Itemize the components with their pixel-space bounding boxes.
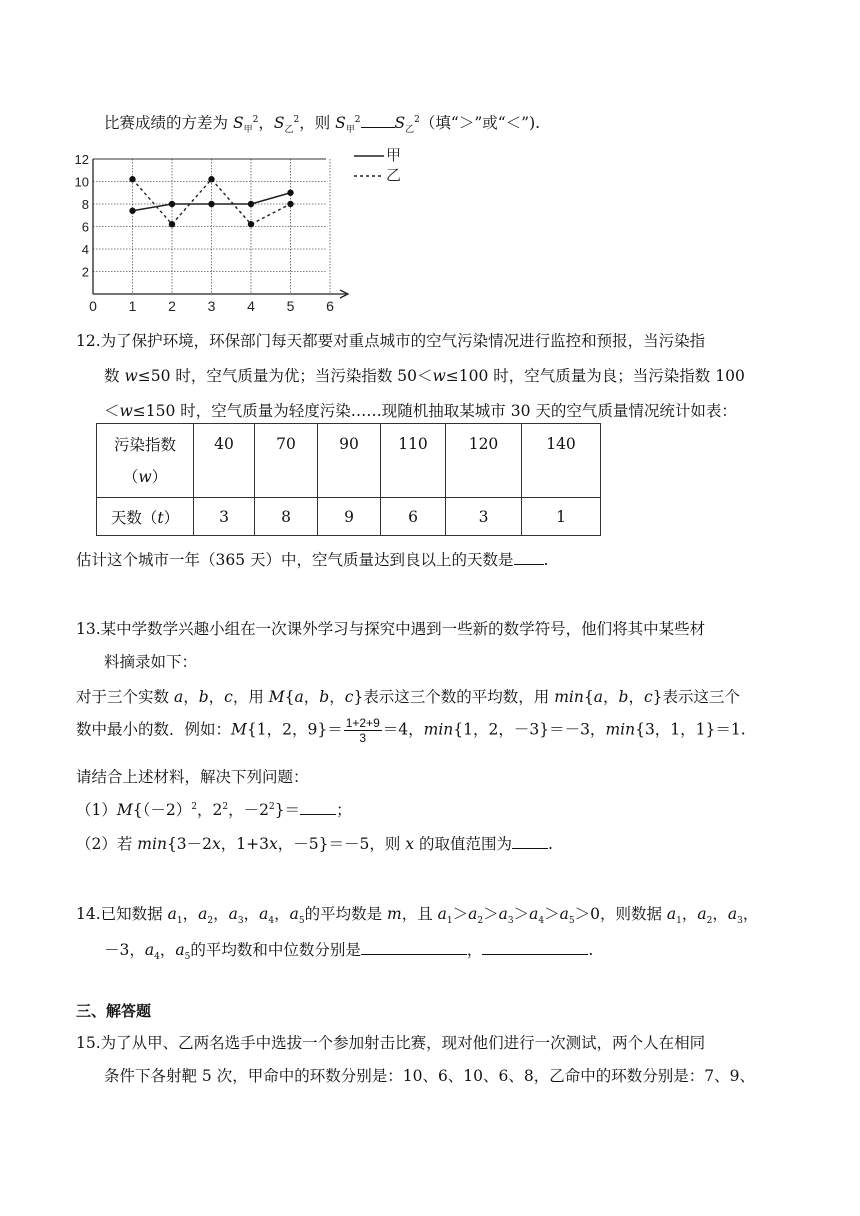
y-tick-label: 8 bbox=[81, 197, 89, 212]
fraction bbox=[344, 716, 382, 745]
var-c: c bbox=[643, 688, 653, 706]
y-tick-label: 2 bbox=[81, 264, 89, 280]
var-w: w bbox=[119, 402, 133, 420]
fraction-numerator: 1+2+9 bbox=[345, 716, 380, 730]
text: . bbox=[547, 835, 553, 853]
q13-sub1 bbox=[76, 798, 352, 820]
text: {1，2，9}＝ bbox=[246, 720, 343, 739]
table-cell: 70 bbox=[255, 424, 318, 498]
var-b: b bbox=[198, 688, 209, 706]
text: ＝4， bbox=[382, 720, 424, 739]
subscript: 5 bbox=[568, 916, 575, 927]
q11-line bbox=[104, 111, 540, 135]
q13-line1: 13.某中学数学兴趣小组在一次课外学习与探究中遇到一些新的数学符号，他们将其中某些材 bbox=[76, 620, 706, 638]
subscript: 5 bbox=[184, 952, 191, 963]
data-point bbox=[169, 221, 175, 227]
var-a: a bbox=[727, 905, 738, 923]
text: 天数（ bbox=[110, 508, 158, 527]
table-row bbox=[97, 498, 601, 536]
text: 的取值范围为 bbox=[414, 835, 512, 853]
q14-line1: 14.已知数据 $a_1$，$a_2$，$a_3$，$a_4$，$a_5$的平均数是 m，且 $a_1>a_2>a_3>a_4>a_5>0$，则数据 $a_1$，$a_2$，$a_3$， bbox=[76, 905, 759, 927]
q11-text-b: ，则 bbox=[299, 114, 336, 132]
s-var: S bbox=[232, 114, 244, 132]
text: （ bbox=[122, 467, 139, 486]
subscript: 2 bbox=[477, 916, 484, 927]
answer-blank[interactable] bbox=[300, 799, 336, 815]
var-a: a bbox=[259, 905, 269, 923]
table-cell: 90 bbox=[318, 424, 381, 498]
text: }表示这三个数的平均数，用 bbox=[353, 688, 555, 706]
var-M: M bbox=[116, 801, 133, 819]
table-cell: 9 bbox=[318, 498, 381, 536]
text: {1，2，－3}＝－3， bbox=[453, 720, 606, 739]
var-a: a bbox=[529, 905, 539, 923]
gt: ＞ bbox=[513, 905, 530, 923]
var-a: a bbox=[666, 905, 677, 923]
var-a: a bbox=[167, 905, 177, 923]
text: （2）若 bbox=[76, 835, 138, 853]
sup-2: 2 bbox=[191, 801, 197, 812]
var-a: a bbox=[468, 905, 478, 923]
table-cell: 8 bbox=[255, 498, 318, 536]
text: . bbox=[588, 941, 594, 959]
text: ， bbox=[628, 688, 644, 706]
text: { bbox=[583, 688, 594, 706]
subscript: 1 bbox=[446, 916, 453, 927]
text: ＜ bbox=[104, 402, 120, 420]
answer-blank[interactable] bbox=[361, 112, 395, 128]
var-a: a bbox=[593, 688, 603, 706]
var-a: a bbox=[294, 688, 304, 706]
q15-line1: 15.为了从甲、乙两名选手中选拔一个参加射击比赛，现对他们进行一次测试，两个人在相同 bbox=[76, 1034, 706, 1052]
answer-blank-median[interactable] bbox=[482, 939, 588, 955]
table-cell: 3 bbox=[194, 498, 255, 536]
data-point bbox=[129, 208, 135, 214]
var-w: w bbox=[124, 367, 138, 385]
sup-2: 2 bbox=[354, 114, 361, 125]
data-point bbox=[169, 201, 175, 207]
var-a: a bbox=[697, 905, 707, 923]
y-tick-label: 6 bbox=[81, 219, 89, 235]
data-point bbox=[248, 221, 254, 227]
gt: ＞ bbox=[544, 905, 560, 923]
sup-2: 2 bbox=[268, 801, 275, 812]
text: ，用 bbox=[232, 688, 269, 706]
text: ＞0，则数据 bbox=[574, 905, 667, 923]
sup-2: 2 bbox=[252, 114, 259, 125]
text: {3，1，1}＝1. bbox=[635, 720, 746, 739]
text: ，2 bbox=[196, 801, 223, 819]
q13-line5: 请结合上述材料，解决下列问题： bbox=[76, 768, 309, 786]
q13-line4 bbox=[76, 716, 746, 745]
text: ， bbox=[303, 688, 320, 706]
q11-text-c: （填“＞”或“＜”). bbox=[419, 114, 541, 132]
text: ，－2 bbox=[228, 801, 269, 819]
var-a: a bbox=[173, 688, 184, 706]
sup-2: 2 bbox=[222, 801, 229, 812]
text: （1） bbox=[76, 801, 117, 819]
text: . bbox=[543, 551, 549, 569]
var-a: a bbox=[559, 905, 569, 923]
var-a: a bbox=[289, 905, 299, 923]
text: ） bbox=[163, 508, 180, 527]
x-tick-label: 0 bbox=[89, 298, 97, 314]
text: ； bbox=[336, 801, 352, 819]
subscript: 2 bbox=[706, 916, 713, 927]
text: ， bbox=[603, 688, 619, 706]
text: ≤100 时，空气质量为良；当污染指数 100 bbox=[445, 367, 745, 385]
text: }＝ bbox=[274, 801, 301, 819]
table-cell: 40 bbox=[194, 424, 255, 498]
table-cell: 140 bbox=[522, 424, 601, 498]
s-var: S bbox=[394, 114, 406, 132]
table-cell: 1 bbox=[522, 498, 601, 536]
text: {3－2 bbox=[166, 835, 213, 853]
line-chart bbox=[76, 144, 416, 316]
func-min: min bbox=[137, 835, 167, 853]
q12-line1: 12.为了保护环境，环保部门每天都要对重点城市的空气污染情况进行监控和预报，当污染指 bbox=[76, 332, 706, 350]
s-var: S bbox=[335, 114, 346, 132]
x-tick-label: 3 bbox=[207, 298, 216, 314]
s-var: S bbox=[273, 114, 285, 132]
text: }表示这三个 bbox=[652, 688, 741, 706]
text: {（－2） bbox=[132, 801, 192, 819]
q12-question bbox=[76, 548, 548, 570]
data-point bbox=[129, 176, 135, 182]
text: 估计这个城市一年（365 天）中，空气质量达到良以上的天数是 bbox=[76, 551, 514, 569]
sub-jia: 甲 bbox=[243, 125, 253, 136]
sub-yi: 乙 bbox=[405, 125, 415, 136]
subscript: 5 bbox=[298, 916, 305, 927]
text: ， bbox=[329, 688, 345, 706]
legend-label: 乙 bbox=[386, 166, 402, 184]
text: 数中最小的数．例如： bbox=[76, 720, 232, 739]
y-tick-label: 4 bbox=[81, 242, 89, 257]
gt: ＞ bbox=[452, 905, 469, 923]
subscript: 1 bbox=[676, 916, 682, 927]
q14-line2: －3，$a_4$，$a_5$的平均数和中位数分别是 ， . bbox=[104, 941, 594, 963]
var-M: M bbox=[268, 688, 285, 706]
data-point bbox=[287, 190, 293, 196]
q12-line2 bbox=[104, 364, 745, 386]
data-point bbox=[208, 176, 214, 182]
text: { bbox=[284, 688, 295, 706]
var-M: M bbox=[231, 720, 247, 739]
pollution-table bbox=[96, 423, 601, 536]
text: ≤50 时，空气质量为优；当污染指数 50＜ bbox=[137, 367, 433, 385]
text: ，－5}＝－5，则 bbox=[277, 835, 406, 853]
var-b: b bbox=[618, 688, 629, 706]
var-t: t bbox=[157, 508, 164, 527]
text: ， bbox=[208, 688, 225, 706]
q13-sub2 bbox=[76, 832, 553, 854]
text: ， bbox=[466, 941, 483, 959]
var-c: c bbox=[224, 688, 233, 706]
var-a: a bbox=[198, 905, 208, 923]
var-x: x bbox=[405, 835, 415, 853]
text: －3， bbox=[104, 941, 145, 959]
section-heading: 三、解答题 bbox=[76, 1002, 152, 1020]
func-min: min bbox=[605, 720, 636, 739]
text: 数 bbox=[104, 367, 125, 385]
subscript: 4 bbox=[538, 916, 545, 927]
subscript: 3 bbox=[237, 916, 244, 927]
func-min: min bbox=[554, 688, 584, 706]
var-w: w bbox=[432, 367, 446, 385]
subscript: 4 bbox=[154, 952, 160, 963]
text: 对于三个实数 bbox=[76, 688, 174, 706]
sub-yi: 乙 bbox=[284, 125, 294, 136]
y-tick-label: 10 bbox=[74, 174, 89, 190]
var-b: b bbox=[319, 688, 330, 706]
subscript: 2 bbox=[207, 916, 214, 927]
x-tick-label: 2 bbox=[168, 298, 176, 314]
var-w: w bbox=[138, 467, 152, 486]
func-min: min bbox=[423, 720, 454, 739]
gt: ＞ bbox=[483, 905, 499, 923]
x-tick-label: 6 bbox=[326, 298, 334, 314]
text: 的平均数是 bbox=[304, 905, 387, 923]
x-tick-label: 4 bbox=[247, 298, 255, 314]
x-tick-label: 5 bbox=[286, 298, 295, 314]
q11-text-a: 比赛成绩的方差为 bbox=[104, 114, 233, 132]
sub-jia: 甲 bbox=[345, 125, 355, 136]
text: ，1+3 bbox=[220, 835, 269, 853]
var-a: a bbox=[228, 905, 238, 923]
table-header-days bbox=[97, 498, 194, 536]
answer-blank[interactable] bbox=[512, 833, 548, 849]
subscript: 3 bbox=[507, 916, 514, 927]
var-a: a bbox=[498, 905, 508, 923]
table-cell: 3 bbox=[446, 498, 522, 536]
data-point bbox=[208, 201, 214, 207]
table-row bbox=[97, 424, 601, 498]
subscript: 3 bbox=[737, 916, 743, 927]
q12-line3 bbox=[104, 399, 737, 421]
y-tick-label: 12 bbox=[74, 152, 89, 167]
text: 污染指数 bbox=[113, 435, 176, 454]
text: ， bbox=[183, 688, 199, 706]
fraction-denominator: 3 bbox=[359, 731, 367, 745]
table-cell: 120 bbox=[446, 424, 522, 498]
var-x: x bbox=[269, 835, 278, 853]
subscript: 1 bbox=[176, 916, 183, 927]
table-cell: 6 bbox=[381, 498, 446, 536]
var-a: a bbox=[437, 905, 447, 923]
data-point bbox=[248, 201, 254, 207]
sup-2: 2 bbox=[293, 114, 300, 125]
sup-2: 2 bbox=[414, 114, 420, 125]
answer-blank-mean[interactable] bbox=[361, 939, 467, 955]
text: ≤150 时，空气质量为轻度污染……现随机抽取某城市 30 天的空气质量情况统计如表： bbox=[132, 402, 737, 420]
var-a: a bbox=[175, 941, 185, 959]
text: ） bbox=[151, 467, 168, 486]
var-c: c bbox=[344, 688, 354, 706]
text: 的平均数和中位数分别是 bbox=[190, 941, 361, 959]
table-header-index bbox=[97, 424, 194, 498]
table-cell: 110 bbox=[381, 424, 446, 498]
q13-line3 bbox=[76, 685, 740, 707]
answer-blank[interactable] bbox=[514, 549, 544, 565]
q13-line2: 料摘录如下： bbox=[104, 653, 198, 671]
var-x: x bbox=[212, 835, 221, 853]
var-m: m bbox=[387, 905, 402, 923]
comma: ， bbox=[258, 114, 274, 132]
text: 14.已知数据 bbox=[76, 905, 168, 923]
x-tick-label: 1 bbox=[128, 298, 137, 314]
text: ，且 bbox=[401, 905, 438, 923]
var-a: a bbox=[144, 941, 155, 959]
q15-line2: 条件下各射靶 5 次，甲命中的环数分别是：10、6、10、6、8，乙命中的环数分别是：7、9、 bbox=[104, 1067, 755, 1085]
data-point bbox=[287, 201, 293, 207]
legend-label: 甲 bbox=[386, 146, 402, 164]
subscript: 4 bbox=[268, 916, 275, 927]
